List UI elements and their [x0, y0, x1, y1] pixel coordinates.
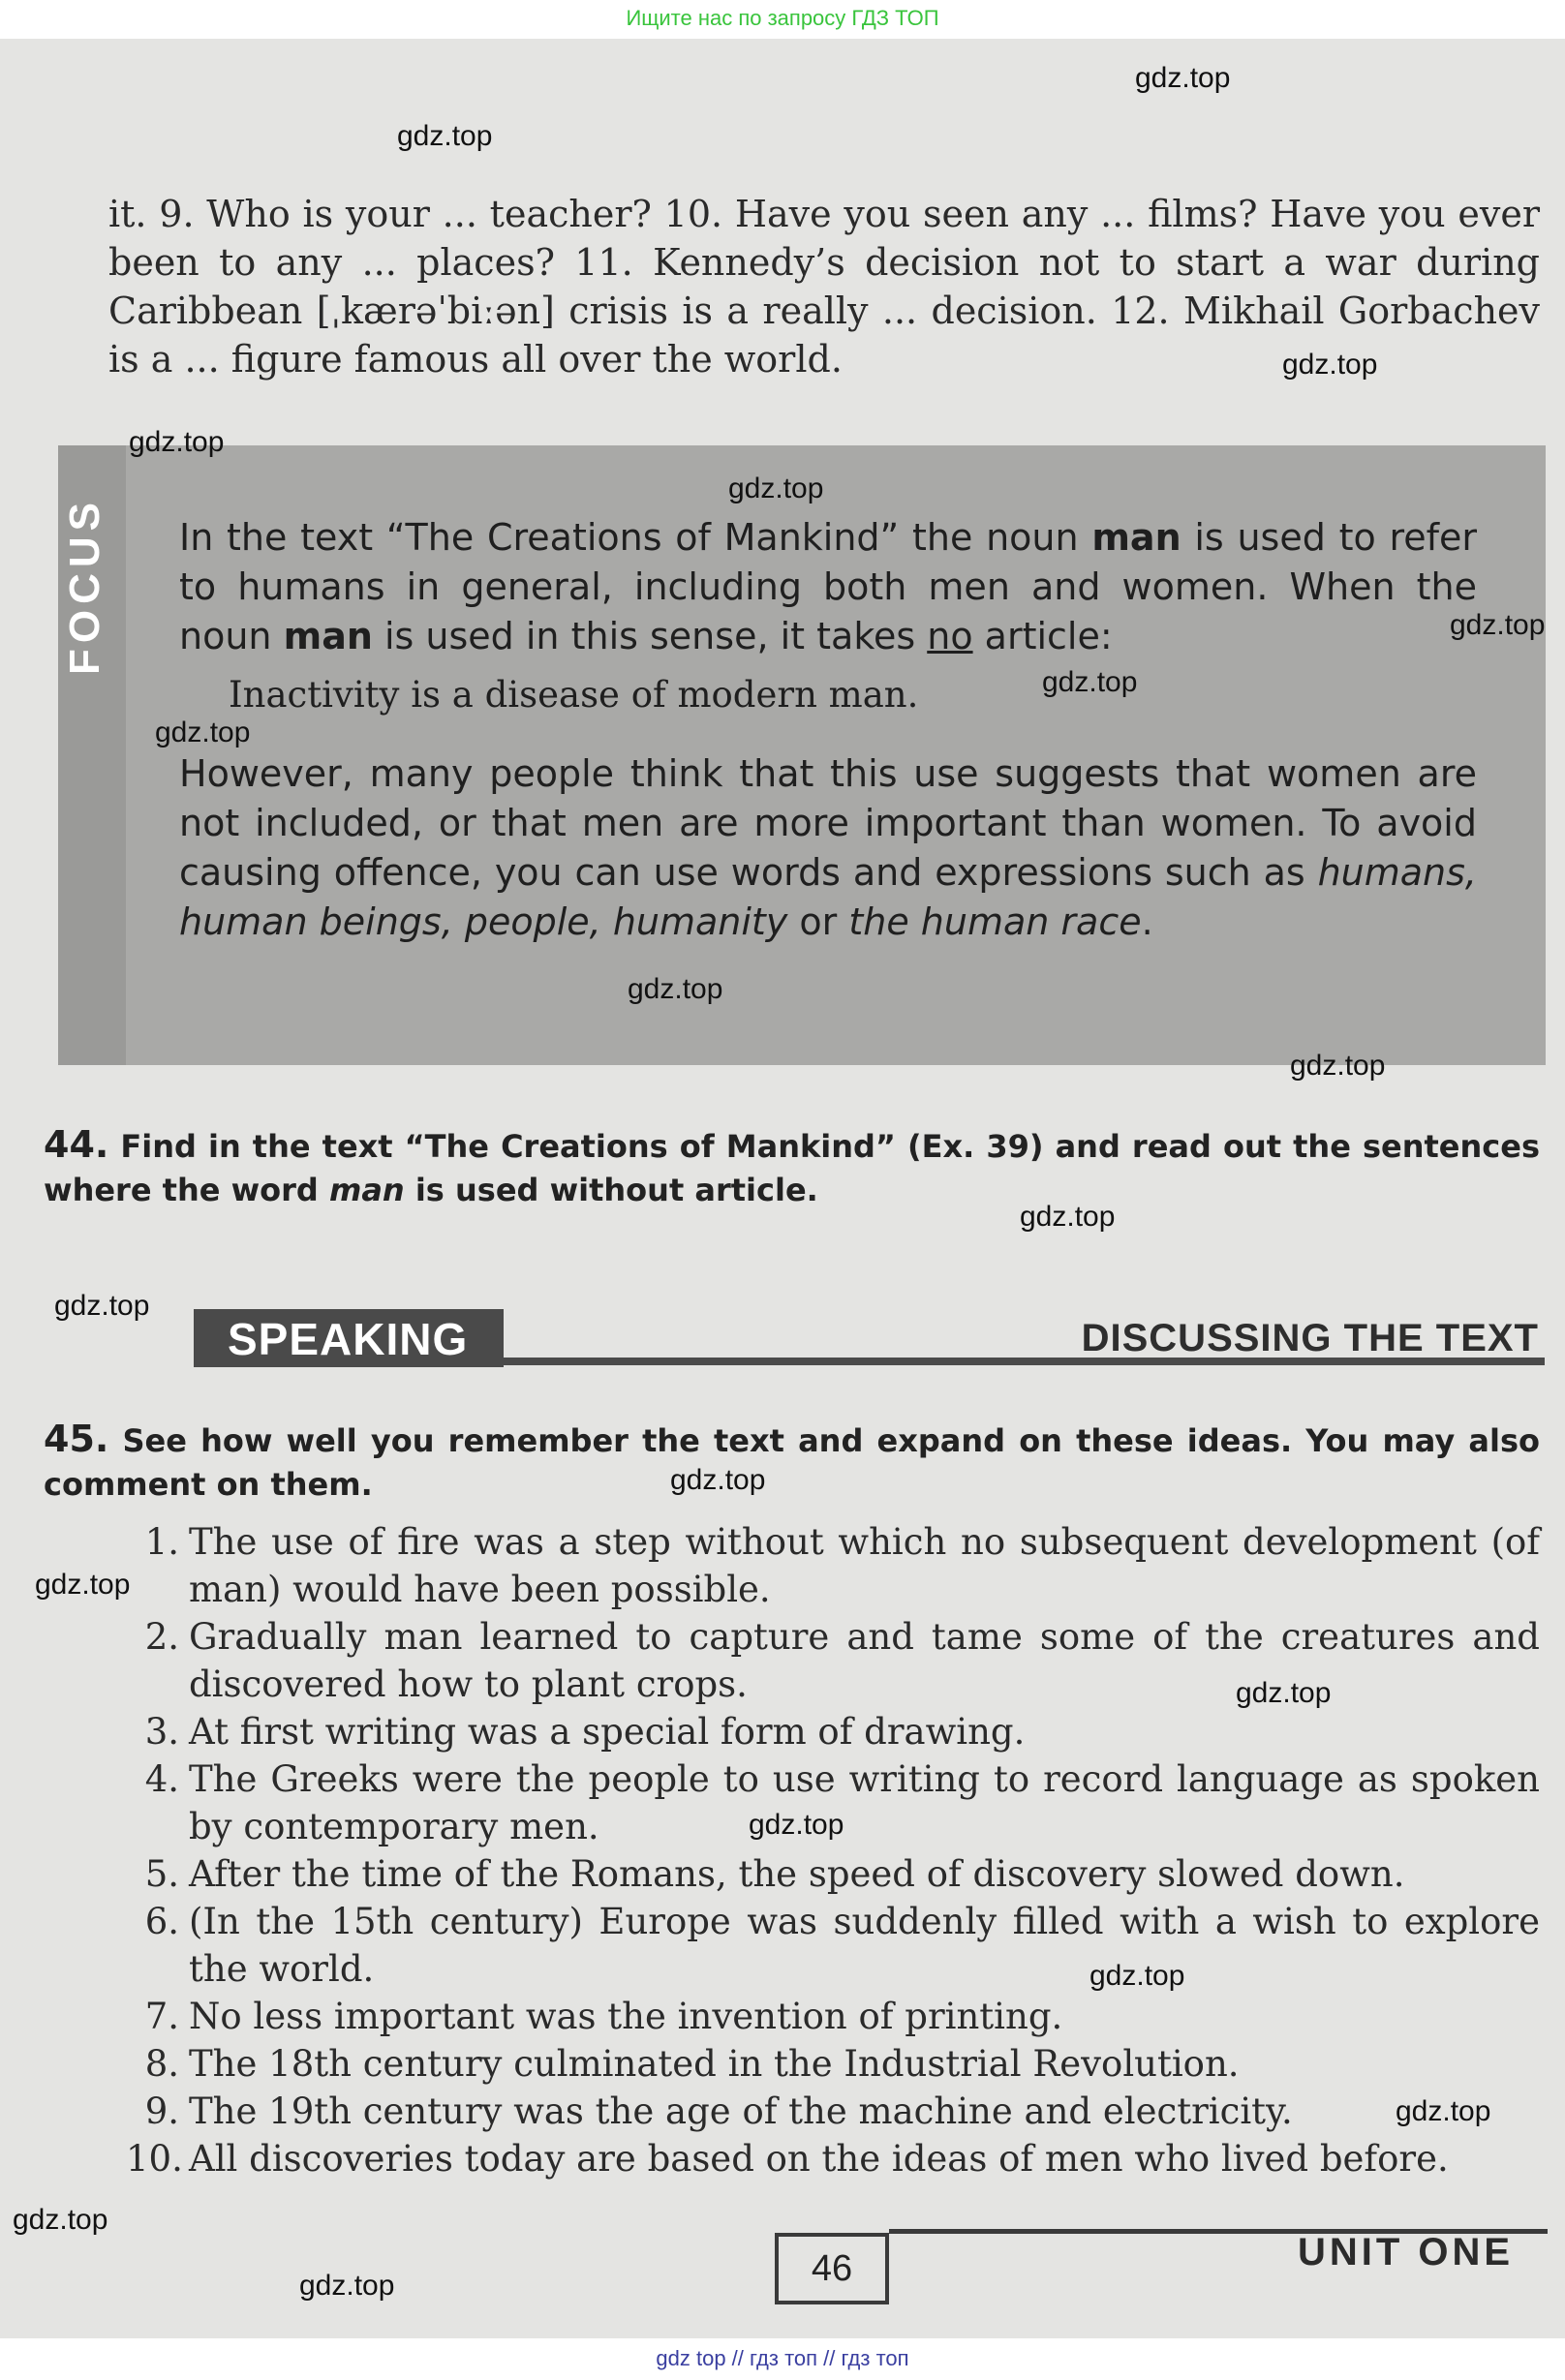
focus-example-sentence: Inactivity is a disease of modern man.	[229, 674, 919, 716]
list-text: After the time of the Romans, the speed of discovery slowed down.	[189, 1853, 1405, 1895]
list-number: 9.	[144, 2090, 179, 2132]
list-number: 2.	[144, 1616, 179, 1658]
list-number: 4.	[144, 1758, 179, 1800]
focus-label: FOCUS	[61, 497, 108, 675]
watermark: gdz.top	[1396, 2095, 1491, 2127]
list-item	[126, 1993, 1540, 2040]
watermark: gdz.top	[1135, 62, 1231, 94]
list-text: The use of fire was a step without which no subsequent development (of man) would have been possible.	[189, 1521, 1540, 1610]
list-item	[126, 1898, 1540, 1993]
focus-text-span: or	[787, 900, 849, 943]
list-number: 1.	[144, 1521, 179, 1563]
watermark: gdz.top	[397, 120, 493, 152]
list-number: 5.	[144, 1853, 179, 1895]
focus-text-span: is used in this sense, it takes	[372, 615, 928, 657]
watermark: gdz.top	[1282, 349, 1378, 381]
ideas-list	[126, 1518, 1540, 2182]
list-item	[126, 1708, 1540, 1755]
exercise-text: is used without article.	[404, 1172, 818, 1208]
list-item	[126, 2040, 1540, 2088]
focus-text-span: is used to refer to humans in general, including both men and women. When the noun	[179, 516, 1478, 657]
watermark: gdz.top	[1042, 666, 1138, 698]
focus-italic-alternatives: the human race	[848, 900, 1142, 943]
focus-underline-no: no	[927, 615, 973, 657]
focus-italic-alternatives: humans, human beings, people, humanity	[179, 851, 1477, 943]
list-number: 7.	[144, 1996, 179, 2037]
section-header	[194, 1309, 1545, 1367]
page-number: 46	[775, 2233, 889, 2304]
list-text: (In the 15th century) Europe was suddenly filled with a wish to explore the world.	[189, 1901, 1540, 1990]
list-text: At first writing was a special form of drawing.	[189, 1711, 1026, 1753]
bottom-banner[interactable]: gdz top // гдз топ // гдз топ	[0, 2338, 1565, 2380]
watermark: gdz.top	[628, 973, 723, 1005]
list-number: 6.	[144, 1901, 179, 1942]
watermark: gdz.top	[749, 1809, 844, 1841]
focus-paragraph-2	[179, 749, 1477, 947]
exercise-43-continuation: it. 9. Who is your ... teacher? 10. Have you seen any ... films? Have you ever been to any ... places? 11. Kennedy’s decision not to start a war during Caribbean [ˌkærəˈbiːən] crisis is a really ... decision. 12. Mikhail Gorbachev is a ... figure famous all over the world.	[108, 193, 1540, 381]
watermark: gdz.top	[670, 1464, 766, 1496]
list-number: 10.	[126, 2138, 183, 2180]
watermark: gdz.top	[54, 1290, 150, 1322]
list-number: 8.	[144, 2043, 179, 2085]
focus-bold-man: man	[1091, 516, 1181, 559]
watermark: gdz.top	[299, 2270, 395, 2302]
focus-text-span: In the text “The Creations of Mankind” the noun	[179, 516, 1092, 559]
speaking-label: SPEAKING	[228, 1314, 469, 1364]
watermark: gdz.top	[1450, 609, 1546, 641]
discussing-label: DISCUSSING THE TEXT	[1081, 1317, 1539, 1359]
watermark: gdz.top	[1020, 1201, 1116, 1233]
watermark: gdz.top	[129, 426, 225, 458]
watermark: gdz.top	[728, 473, 824, 504]
list-item	[126, 2088, 1540, 2135]
watermark: gdz.top	[13, 2204, 108, 2236]
exercise-italic: man	[328, 1172, 405, 1208]
exercise-44	[44, 1123, 1540, 1212]
list-item	[126, 1850, 1540, 1898]
list-text: The 19th century was the age of the machine and electricity.	[189, 2090, 1293, 2132]
focus-text-span: article:	[972, 615, 1113, 657]
list-text: All discoveries today are based on the ideas of men who lived before.	[189, 2138, 1449, 2180]
exercise-45	[44, 1418, 1540, 1507]
exercise-text: See how well you remember the text and expand on these ideas. You may also comment on them.	[44, 1422, 1540, 1503]
watermark: gdz.top	[1089, 1960, 1185, 1992]
list-number: 3.	[144, 1711, 179, 1753]
top-banner[interactable]: Ищите нас по запросу ГДЗ ТОП	[0, 0, 1565, 39]
exercise-number: 45.	[44, 1418, 109, 1460]
list-item	[126, 2135, 1540, 2182]
list-text: The Greeks were the people to use writing to record language as spoken by contemporary men.	[189, 1758, 1540, 1847]
exercise-text: Find in the text “The Creations of Mankind” (Ex. 39) and read out the sentences where the word	[44, 1128, 1540, 1208]
watermark: gdz.top	[1290, 1050, 1386, 1082]
watermark: gdz.top	[1236, 1677, 1332, 1709]
list-text: No less important was the invention of printing.	[189, 1996, 1063, 2037]
list-item	[126, 1518, 1540, 1613]
focus-paragraph-1	[179, 513, 1477, 661]
focus-bold-man: man	[283, 615, 373, 657]
list-text: Gradually man learned to capture and tame some of the creatures and discovered how to plant crops.	[189, 1616, 1540, 1705]
exercise-number: 44.	[44, 1123, 109, 1166]
list-text: The 18th century culminated in the Industrial Revolution.	[189, 2043, 1240, 2085]
watermark: gdz.top	[155, 717, 251, 748]
unit-label: UNIT ONE	[1298, 2231, 1515, 2273]
watermark: gdz.top	[35, 1569, 131, 1601]
focus-text-span: However, many people think that this use suggests that women are not included, or that men are more important than women. To avoid causing offence, you can use words and expressions such as	[179, 752, 1477, 894]
focus-text-span: .	[1141, 900, 1153, 943]
